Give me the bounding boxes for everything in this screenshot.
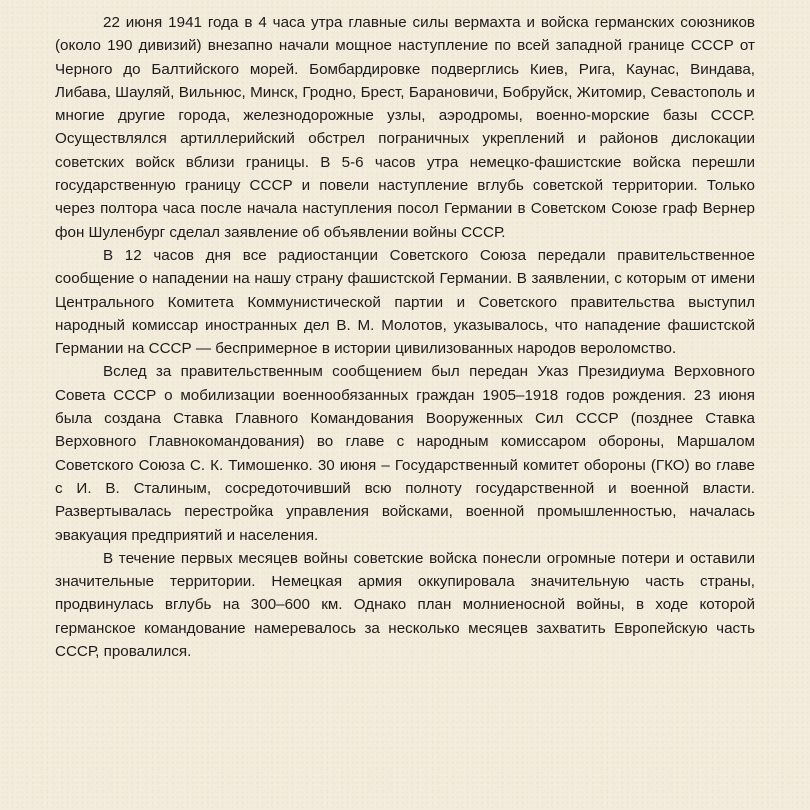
paragraph-1: 22 июня 1941 года в 4 часа утра главные силы вермахта и войска германских союзников (около 190 дивизий) внезапно начали мощное наступление по всей западной границе СССР от Черного до Балтийского морей. Бомбардировке подверглись Киев, Рига, Каунас, Виндава, Либава, Шауляй, Вильнюс, Минск, Гродно, Брест, Барановичи, Бобруйск, Житомир, Севастополь и многие другие города, железнодорожные узлы, аэродромы, военно-морские базы СССР. Осуществлялся артиллерийский обстрел пограничных укреплений и районов дислокации советских войск вблизи границы. В 5-6 часов утра немецко-фашистские войска перешли государственную границу СССР и повели наступление вглубь советской территории. Только через полтора часа после начала наступления посол Германии в Советском Союзе граф Вернер фон Шуленбург сделал заявление об объявлении войны СССР. [55,14,755,241]
paragraph-4: В течение первых месяцев войны советские войска понесли огромные потери и оставили значительные территории. Немецкая армия оккупировала значительную часть страны, продвинулась вглубь на 300–600 км. Однако план молниеносной войны, в ходе которой германское командование намеревалось за несколько месяцев захватить Европейскую часть СССР, провалился. [55,549,755,661]
paragraph-3: Вслед за правительственным сообщением был передан Указ Президиума Верховного Совета СССР о мобилизации военнообязанных граждан 1905–1918 годов рождения. 23 июня была создана Ставка Главного Командования Вооруженных Сил СССР (позднее Ставка Верховного Главнокомандования) во главе с народным комиссаром обороны, Маршалом Советского Союза С. К. Тимошенко. 30 июня – Государственный комитет обороны (ГКО) во главе с И. В. Сталиным, сосредоточивший всю полноту государственной и военной власти. Развертывалась перестройка управления войсками, военной промышленностью, началась эвакуация предприятий и населения. [55,363,755,544]
paragraph-2: В 12 часов дня все радиостанции Советского Союза передали правительственное сообщение о нападении на нашу страну фашистской Германии. В заявлении, с которым от имени Центрального Комитета Коммунистической партии и Советского правительства выступил народный комиссар иностранных дел В. М. Молотов, указывалось, что нападение фашистской Германии на СССР — беспримерное в истории цивилизованных народов вероломство. [55,246,755,358]
